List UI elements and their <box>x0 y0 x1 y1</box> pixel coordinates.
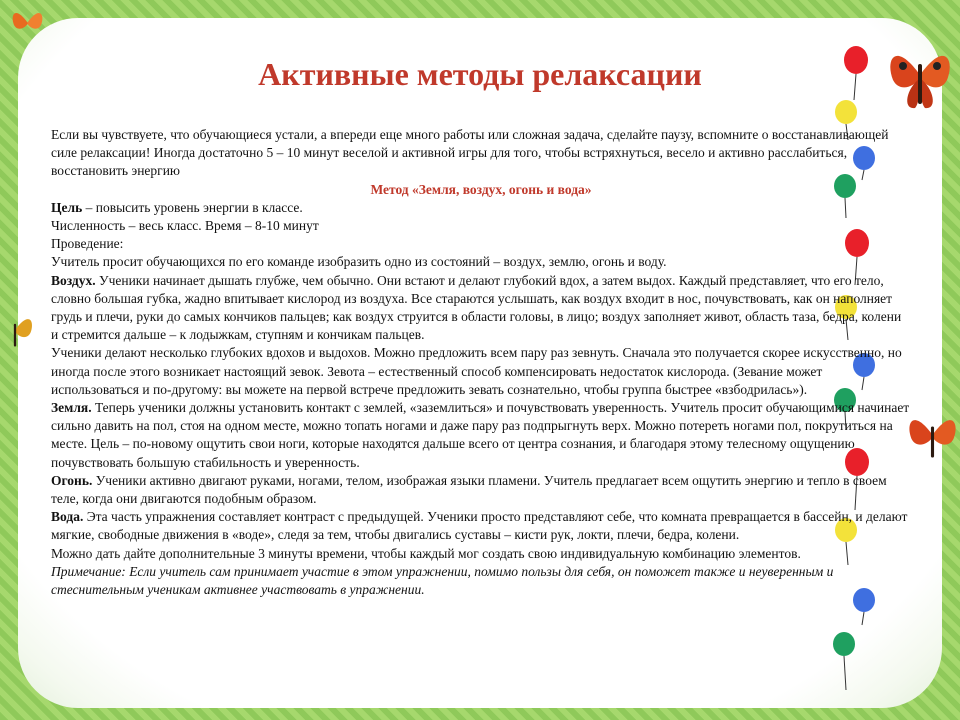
water-text: Эта часть упражнения составляет контраст с предыдущей. Ученики просто представляют себе, что комната превращается в бассейн, и делают мягкие, свободные движения в «воде», следя за тем, чтобы двигались суставы – кисти рук, локти, плечи, бедра, колени. <box>51 509 908 543</box>
note-label: Примечание: <box>51 563 126 579</box>
teacher-paragraph: Учитель просит обучающихся по его команде изобразить одно из состояний – воздух, землю, огонь и воду. <box>51 254 667 270</box>
procedure-label: Проведение: <box>51 236 124 252</box>
water-label: Вода. <box>51 509 84 525</box>
earth-paragraph <box>51 399 911 472</box>
goal-line <box>51 199 911 217</box>
extra-paragraph: Можно дать дайте дополнительные 3 минуты времени, чтобы каждый мог создать свою индивидуальную комбинацию элементов. <box>51 545 801 561</box>
fire-paragraph <box>51 472 911 508</box>
goal-label: Цель <box>51 199 83 215</box>
butterfly-bottom-right-icon <box>905 400 960 470</box>
water-paragraph <box>51 508 911 544</box>
air-paragraph <box>51 272 911 345</box>
fire-text: Ученики активно двигают руками, ногами, телом, изображая языки пламени. Учитель предлагает всем ощутить энергию и тепло в своем теле, когда они двигаются подобным образом. <box>51 472 887 507</box>
air-label: Воздух. <box>51 272 96 288</box>
goal-text: – повысить уровень энергии в классе. <box>82 199 303 215</box>
earth-label: Земля. <box>51 400 92 416</box>
note-paragraph <box>51 563 911 599</box>
butterfly-left-icon <box>0 300 35 360</box>
earth-text: Теперь ученики должны установить контакт с землей, «заземлиться» и почувствовать уверенность. Учитель просит обучающимися начинает сильно давить на пол, стоя на одном месте, можно топать ногами и даже пару раз подпрыгнуть верх. Можно потереть ногами пол, покрутиться на месте. Цель – по-новому ощутить свои ноги, которые находятся дальше всего от центра сознания, и благодаря этому телесному ощущению почувствовать большую стабильность и уверенность. <box>51 400 910 470</box>
page-title: Активные методы релаксации <box>258 56 702 92</box>
intro-paragraph: Если вы чувствуете, что обучающиеся устали, а впереди еще много работы или сложная задача, сделайте паузу, вспомните о восстанавливающей силе релаксации! Иногда достаточно 5 – 10 минут веселой и активной игры для того, чтобы встряхнуться, весело и активно расслабиться, восстановить энергию <box>51 127 889 179</box>
breaths-paragraph: Ученики делают несколько глубоких вдохов и выдохов. Можно предложить всем пару раз зевнуть. Сначала это получается скорее искусственно, но иногда после этого возникает настоящий зевок. Зевота – естественный способ компенсировать недостаток кислорода. (Зевание может использоваться и по-другому: вы можете на первой встрече предложить зевать сознательно, чтобы группа быстрее «взбодрилась»). <box>51 345 902 397</box>
method-title: Метод «Земля, воздух, огонь и вода» <box>370 181 592 197</box>
document-body <box>51 126 911 599</box>
fire-label: Огонь. <box>51 472 93 488</box>
air-text: Ученики начинает дышать глубже, чем обычно. Они встают и делают глубокий вдох, а затем выдох. Каждый представляет, что его тело, словно большая губка, жадно впитывает кислород из воздуха. Все стараются услышать, как воздух входит в нос, почувствовать, как он наполняет грудь и плечи, руки до самых кончиков пальцев; как воздух струится в области головы, в лицо; воздух заполняет живот, область таза, бедра, колени и стремится дальше – к лодыжкам, ступням и кончикам пальцев. <box>51 272 902 343</box>
note-text: Если учитель сам принимает участие в этом упражнении, помимо пользы для себя, он поможет также и неуверенным и стеснительным ученикам активнее участвовать в упражнении. <box>51 563 834 598</box>
butterfly-top-left-icon <box>5 0 50 45</box>
balloon-icon <box>833 632 855 690</box>
count-line: Численность – весь класс. Время – 8-10 минут <box>51 218 319 234</box>
